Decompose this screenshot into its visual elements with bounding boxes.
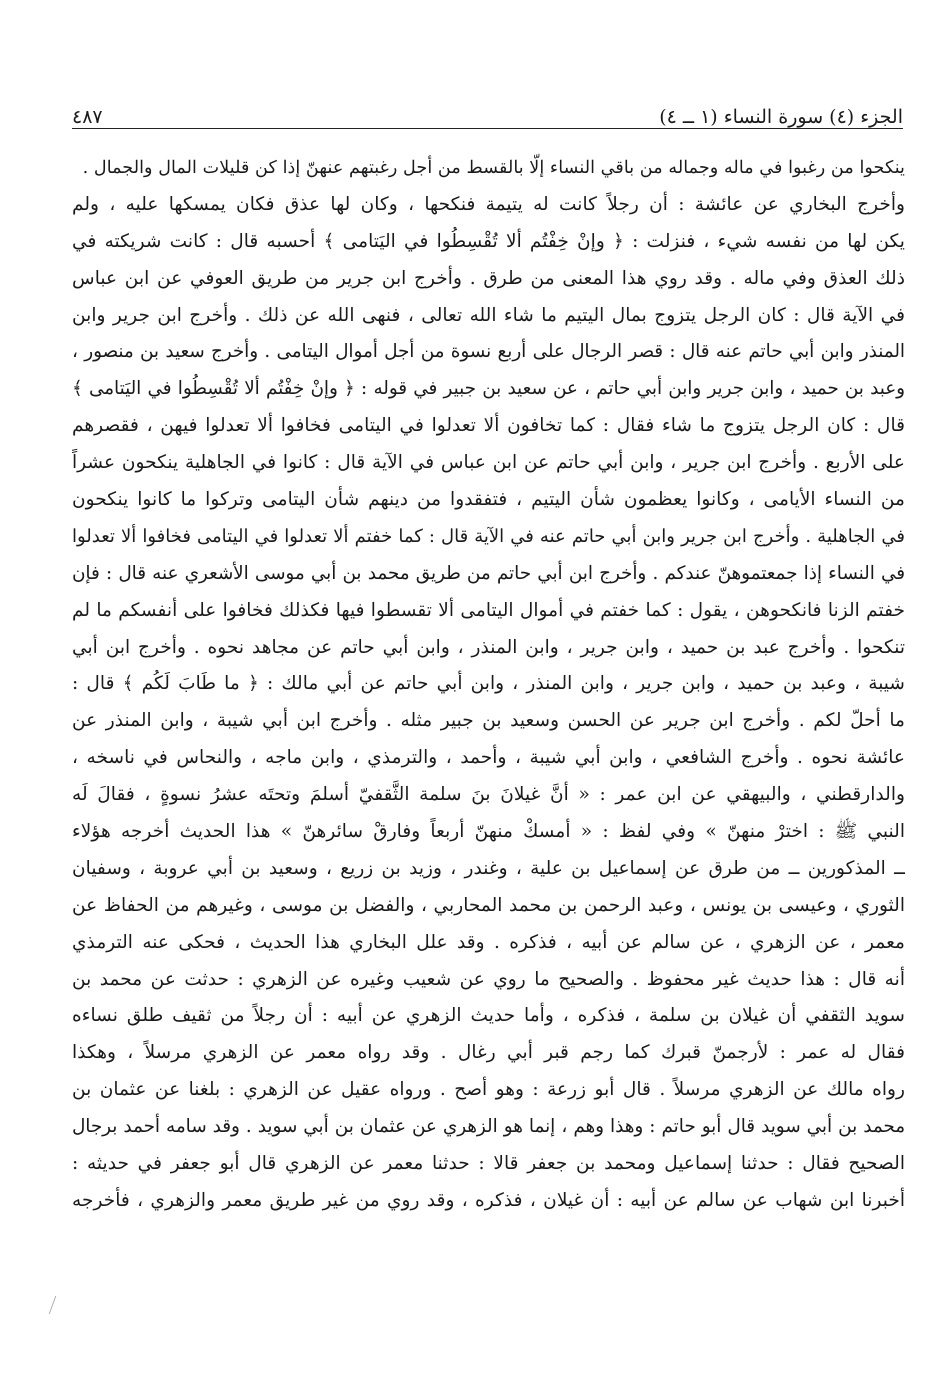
text-line: في النساء إذا جمعتموهنّ عندكم . وأخرج ابن أبي حاتم من طريق محمد بن أبي موسى الأشعري عنه قال : فإن	[72, 562, 905, 584]
page-number: ٤٨٧	[72, 106, 103, 128]
text-line: محمد بن أبي سويد قال أبو حاتم : وهذا وهم ، إنما هو الزهري عن عثمان بن أبي سويد . وقد سامه أحمد برجال	[72, 1116, 905, 1138]
stray-mark	[49, 1296, 65, 1314]
text-line: في الآية قال : كان الرجل يتزوج بمال اليتيم ما شاء الله تعالى ، فنهى الله عن ذلك . وأخرج ابن جرير وابن	[72, 304, 905, 326]
text-line: الثوري ، وعيسى بن يونس ، وعبد الرحمن بن محمد المحاربي ، والفضل بن موسى ، وغيرهم من الحفاظ عن	[72, 894, 905, 916]
text-line: أخبرنا ابن شهاب عن سالم عن أبيه : أن غيلان ، فذكره ، وقد روي من غير طريق معمر والزهري ، فأخرجه	[72, 1189, 905, 1211]
text-line: عائشة نحوه . وأخرج الشافعي ، وابن أبي شيبة ، وأحمد ، والترمذي ، وابن ماجه ، والنحاس في ناسخه ،	[72, 747, 905, 769]
text-line: الصحيح فقال : حدثنا إسماعيل ومحمد بن جعفر قالا : حدثنا معمر عن الزهري قال أبو جعفر في حديثه :	[72, 1153, 905, 1175]
text-line: على الأربع . وأخرج ابن جرير ، وابن أبي حاتم عن ابن عباس في الآية قال : كانوا في الجاهلية ينكحون عشراً	[72, 452, 905, 474]
running-header	[72, 96, 903, 128]
text-line: قال : كان الرجل يتزوج ما شاء فقال : كما تخافون ألا تعدلوا في اليتامى فخافوا ألا تعدلوا فيهن ، فقصرهم	[72, 415, 905, 437]
text-line: من النساء الأيامى ، وكانوا يعظمون شأن اليتيم ، فتفقدوا من دينهم شأن اليتامى وتركوا ما كانوا ينكحون	[72, 489, 905, 511]
text-line: وعبد بن حميد ، وابن جرير وابن أبي حاتم ، عن سعيد بن جبير في قوله : ﴿ وإنْ خِفْتُم ألا تُقْسِطُوا في اليَتامى ﴾	[72, 378, 905, 400]
text-line: سويد الثقفي أن غيلان بن سلمة ، فذكره ، وأما حديث الزهري عن أبيه : أن رجلاً من ثقيف طلق نساءه	[72, 1005, 905, 1027]
header-rule	[72, 128, 903, 129]
text-line: المنذر وابن أبي حاتم عنه قال : قصر الرجال على أربع نسوة من أجل أموال اليتامى . وأخرج سعيد بن منصور ،	[72, 341, 905, 363]
header-title: الجزء (٤) سورة النساء (١ ــ ٤)	[659, 106, 903, 128]
text-line: ــ المذكورين ــ من طرق عن إسماعيل بن علية ، وغندر ، وزيد بن زريع ، وسعيد بن أبي عروبة ، وسفيان	[72, 857, 905, 879]
text-line: النبي ﷺ : اخترْ منهنّ » وفي لفظ : « أمسكْ منهنّ أربعاً وفارقْ سائرهنّ » هذا الحديث أخرجه هؤلاء	[72, 821, 905, 843]
text-line: أنه قال : هذا حديث غير محفوظ . والصحيح ما روي عن شعيب وغيره عن الزهري : حدثت عن محمد بن	[72, 968, 905, 990]
text-line: معمر ، عن الزهري ، عن سالم عن أبيه ، فذكره . وقد علل البخاري هذا الحديث ، فحكى عنه الترمذي	[72, 931, 905, 953]
text-line: ينكحوا من رغبوا في ماله وجماله من باقي النساء إلّا بالقسط من أجل رغبتهم عنهنّ إذا كن قليلات المال والجمال .	[82, 158, 905, 178]
text-line: شيبة ، وعبد بن حميد ، وابن جرير ، وابن المنذر ، وابن أبي حاتم عن أبي مالك : ﴿ ما طَابَ لَكُم ﴾ قال :	[72, 673, 905, 695]
body-text	[72, 150, 905, 1220]
text-line: رواه مالك عن الزهري مرسلاً . قال أبو زرعة : وهو أصح . ورواه عقيل عن الزهري : بلغنا عن عثمان بن	[72, 1079, 905, 1101]
text-line: وأخرج البخاري عن عائشة : أن رجلاً كانت له يتيمة فنكحها ، وكان لها عذق فكان يمسكها عليه ، ولم	[72, 193, 905, 215]
text-line: يكن لها من نفسه شيء ، فنزلت : ﴿ وإنْ خِفْتُم ألا تُقْسِطُوا في اليَتامى ﴾ أحسبه قال : كانت شريكته في	[72, 230, 905, 252]
text-line: ما أحلّ لكم . وأخرج ابن جرير عن الحسن وسعيد بن جبير مثله . وأخرج ابن أبي شيبة ، وابن المنذر عن	[72, 710, 905, 732]
text-line: ذلك العذق وفي ماله . وقد روي هذا المعنى من طرق . وأخرج ابن جرير من طريق العوفي عن ابن عباس	[72, 267, 905, 289]
text-line: تنكحوا . وأخرج عبد بن حميد ، وابن جرير ، وابن المنذر ، وابن أبي حاتم عن مجاهد نحوه . وأخرج ابن أبي	[72, 636, 905, 658]
text-line: في الجاهلية . وأخرج ابن جرير وابن أبي حاتم عنه في الآية قال : كما خفتم ألا تعدلوا في اليتامى فخافوا ألا تعدلوا	[72, 525, 905, 547]
text-line: والدارقطني ، والبيهقي عن ابن عمر : « أنَّ غيلانَ بنَ سلمة الثَّقفيّ أسلمَ وتحتَه عشرُ نسوةٍ ، فقالَ لَه	[72, 784, 905, 806]
text-line: خفتم الزنا فانكحوهن ، يقول : كما خفتم في أموال اليتامى ألا تقسطوا فيها فكذلك فخافوا على أنفسكم ما لم	[72, 599, 905, 621]
text-line: فقال له عمر : لأرجمنّ قبرك كما رجم قبر أبي رغال . وقد رواه معمر عن الزهري مرسلاً ، وهكذا	[72, 1042, 905, 1064]
